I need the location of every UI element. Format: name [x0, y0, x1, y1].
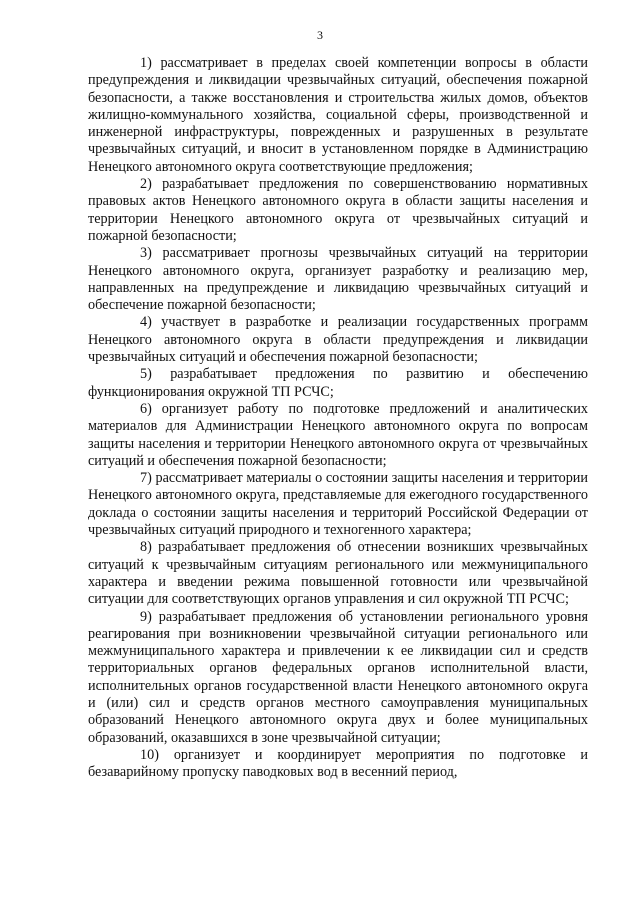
- document-body: [88, 55, 588, 781]
- list-item: 2) разрабатывает предложения по совершенствованию нормативных правовых актов Ненецкого автономного округа в области защиты населения и территории Ненецкого автономного округа от чрезвычайных ситуаций и пожарной безопасности;: [88, 176, 588, 244]
- list-item: 10) организует и координирует мероприятия по подготовке и безаварийному пропуску паводковых вод в весенний период,: [88, 746, 588, 781]
- page-number: 3: [317, 28, 323, 42]
- list-item: 5) разрабатывает предложения по развитию и обеспечению функционирования окружной ТП РСЧС;: [88, 366, 588, 400]
- list-item: 8) разрабатывает предложения об отнесении возникших чрезвычайных ситуаций к чрезвычайным ситуациям регионального или межмуниципального характера и введении режима повышенной готовности или чрезвычайной ситуации для соответствующих органов управления и сил окружной ТП РСЧС;: [88, 539, 588, 608]
- list-item: 7) рассматривает материалы о состоянии защиты населения и территории Ненецкого автономного округа, представляемые для ежегодного государственного доклада о состоянии защиты населения и территорий Российской Федерации от чрезвычайных ситуаций природного и техногенного характера;: [88, 470, 588, 539]
- list-item: 9) разрабатывает предложения об установлении регионального уровня реагирования при возникновении чрезвычайной ситуации регионального или межмуниципального характера и привлечении к ее ликвидации сил и средств территориальных органов федеральных органов исполнительной власти, исполнительных органов государственной власти Ненецкого автономного округа и (или) сил и средств органов местного самоуправления муниципальных образований Ненецкого автономного округа двух и более муниципальных образований, оказавшихся в зоне чрезвычайной ситуации;: [88, 608, 588, 746]
- list-item: 1) рассматривает в пределах своей компетенции вопросы в области предупреждения и ликвидации чрезвычайных ситуаций, обеспечения пожарной безопасности, а также восстановления и строительства жилых домов, объектов жилищно-коммунального хозяйства, социальной сферы, производственной и инженерной инфраструктуры, поврежденных и разрушенных в результате чрезвычайных ситуаций, и вносит в установленном порядке в Администрацию Ненецкого автономного округа соответствующие предложения;: [88, 55, 588, 175]
- list-item: 3) рассматривает прогнозы чрезвычайных ситуаций на территории Ненецкого автономного округа, организует разработку и реализацию мер, направленных на предупреждение и ликвидацию чрезвычайных ситуаций и обеспечение пожарной безопасности;: [88, 245, 588, 314]
- list-item: 4) участвует в разработке и реализации государственных программ Ненецкого автономного округа в области предупреждения и ликвидации чрезвычайных ситуаций и обеспечения пожарной безопасности;: [88, 314, 588, 366]
- list-item: 6) организует работу по подготовке предложений и аналитических материалов для Администрации Ненецкого автономного округа по вопросам защиты населения и территории Ненецкого автономного округа от чрезвычайных ситуаций и обеспечения пожарной безопасности;: [88, 400, 588, 469]
